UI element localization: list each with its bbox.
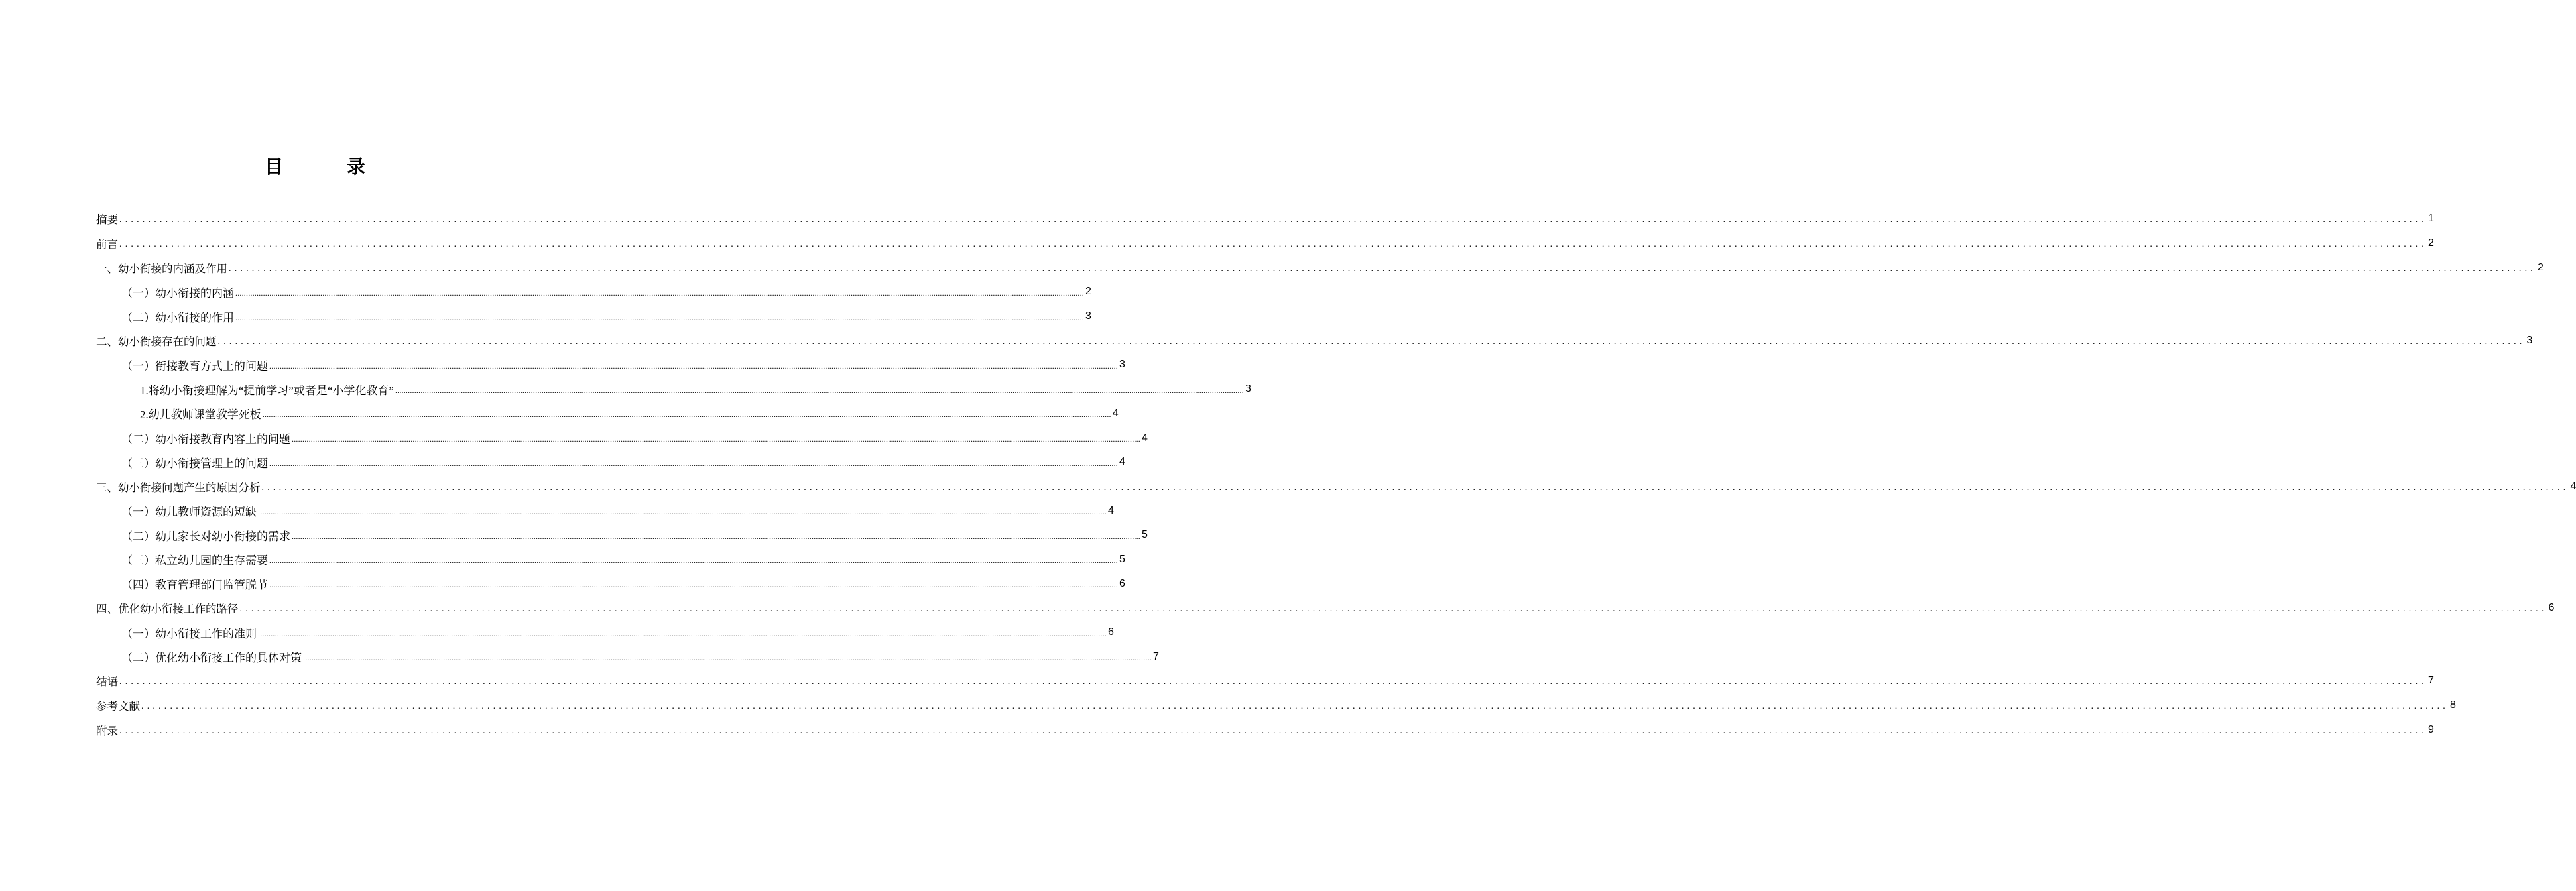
toc-entry-label: 一、幼小衔接的内涵及作用 [96,262,227,275]
toc-entry[interactable] [96,426,1148,450]
dot-leader: ................................................................................................................................................................................................................................................................................................................................................................................................................ [269,556,1118,565]
toc-entry-page-number: 2 [1085,286,1091,298]
toc-entry-label: （三）幼小衔接管理上的问题 [121,457,268,470]
toc-entry-page-number: 3 [1245,383,1251,395]
toc-entry-page-number: 6 [1108,626,1114,638]
toc-entry-label: （四）教育管理部门监管脱节 [121,579,268,592]
toc-entry[interactable] [96,255,2544,280]
toc-entry-page-number: 6 [2548,602,2555,614]
toc-entry-page-number: 4 [1112,407,1119,419]
toc-entry-page-number: 3 [2526,334,2533,346]
dot-leader: ................................................................................................................................................................................................................................................................................................................................................................................................................ [119,215,2427,225]
toc-entry-label: 前言 [96,238,118,251]
toc-entry[interactable] [96,231,2434,256]
toc-entry[interactable] [96,596,2555,621]
toc-entry-label: 结语 [96,676,118,689]
toc-entry-label: 参考文献 [96,700,140,713]
toc-entry[interactable] [96,693,2456,718]
toc-entry-label: 2.幼儿教师课堂教学死板 [140,408,261,422]
toc-entry-label: 三、幼小衔接问题产生的原因分析 [96,481,261,494]
toc-entry-page-number: 7 [1153,650,1159,662]
toc-entry-label: （二）幼儿家长对幼小衔接的需求 [121,530,290,543]
toc-entry-label: 二、幼小衔接存在的问题 [96,335,217,348]
toc-entry[interactable] [96,475,2576,499]
toc-entry-label: （一）幼小衔接工作的准则 [121,627,257,640]
toc-entry-page-number: 7 [2428,675,2434,687]
toc-entry-label: 1.将幼小衔接理解为“提前学习”或者是“小学化教育” [140,384,394,397]
toc-entry[interactable] [96,644,1159,669]
toc-entry-label: 四、优化幼小衔接工作的路径 [96,603,239,616]
dot-leader: ................................................................................................................................................................................................................................................................................................................................................................................................................ [292,531,1140,541]
toc-entry-label: （一）幼儿教师资源的短缺 [121,506,257,519]
dot-leader: ................................................................................................................................................................................................................................................................................................................................................................................................................ [261,482,2569,493]
toc-entry-page-number: 3 [1085,310,1091,322]
dot-leader: ................................................................................................................................................................................................................................................................................................................................................................................................................ [269,580,1118,590]
toc-entry-page-number: 4 [1142,432,1148,444]
toc-entry[interactable] [96,548,1125,572]
toc-entry[interactable] [96,377,1251,402]
toc-entry[interactable] [96,499,1114,523]
toc-entry[interactable] [96,328,2533,353]
toc-entry-label: （二）幼小衔接教育内容上的问题 [121,433,290,446]
dot-leader: ................................................................................................................................................................................................................................................................................................................................................................................................................ [262,410,1111,420]
toc-entry-label: （一）衔接教育方式上的问题 [121,359,268,373]
toc-entry[interactable] [96,571,1125,596]
dot-leader: ................................................................................................................................................................................................................................................................................................................................................................................................................ [141,701,2449,712]
toc-entry-label: （三）私立幼儿园的生存需要 [121,554,268,567]
dot-leader: ................................................................................................................................................................................................................................................................................................................................................................................................................ [217,336,2526,347]
page-title: 目 录 [264,156,388,178]
toc-entry-page-number: 4 [1108,505,1114,516]
toc-entry-page-number: 1 [2428,213,2434,225]
toc-entry-page-number: 4 [2570,480,2576,492]
toc-entry-page-number: 2 [2428,237,2434,249]
toc-entry[interactable] [96,621,1114,645]
toc-entry[interactable] [96,304,1091,329]
dot-leader: ................................................................................................................................................................................................................................................................................................................................................................................................................ [269,361,1118,371]
toc-entry-label: 摘要 [96,213,118,227]
dot-leader: ................................................................................................................................................................................................................................................................................................................................................................................................................ [239,604,2547,615]
dot-leader: ................................................................................................................................................................................................................................................................................................................................................................................................................ [119,677,2427,687]
dot-leader: ................................................................................................................................................................................................................................................................................................................................................................................................................ [258,628,1107,638]
toc-entry[interactable] [96,402,1119,426]
dot-leader: ................................................................................................................................................................................................................................................................................................................................................................................................................ [258,507,1107,517]
toc-entry-page-number: 5 [1142,529,1148,541]
toc-entry[interactable] [96,523,1148,548]
toc-entry-label: 附录 [96,724,118,737]
toc-entry-label: （二）幼小衔接的作用 [121,311,234,324]
dot-leader: ................................................................................................................................................................................................................................................................................................................................................................................................................ [119,725,2427,736]
dot-leader: ................................................................................................................................................................................................................................................................................................................................................................................................................ [229,263,2536,274]
toc-entry-page-number: 9 [2428,723,2434,735]
toc-entry-page-number: 8 [2450,699,2456,711]
toc-entry[interactable] [96,207,2434,231]
toc-entry[interactable] [96,280,1091,304]
toc-entry-page-number: 5 [1119,553,1125,565]
dot-leader: ................................................................................................................................................................................................................................................................................................................................................................................................................ [395,385,1244,395]
toc-entry[interactable] [96,717,2434,742]
dot-leader: ................................................................................................................................................................................................................................................................................................................................................................................................................ [235,312,1084,322]
dot-leader: ................................................................................................................................................................................................................................................................................................................................................................................................................ [235,288,1084,298]
toc-entry-label: （一）幼小衔接的内涵 [121,286,234,300]
toc-entry-page-number: 4 [1119,456,1125,468]
toc-entry[interactable] [96,669,2434,693]
toc-entry-label: （二）优化幼小衔接工作的具体对策 [121,652,302,665]
dot-leader: ................................................................................................................................................................................................................................................................................................................................................................................................................ [269,458,1118,468]
table-of-contents [96,207,2576,742]
dot-leader: ................................................................................................................................................................................................................................................................................................................................................................................................................ [119,239,2427,250]
toc-entry-page-number: 3 [1119,359,1125,371]
toc-entry[interactable] [96,450,1125,475]
dot-leader: ................................................................................................................................................................................................................................................................................................................................................................................................................ [292,434,1140,444]
dot-leader: ................................................................................................................................................................................................................................................................................................................................................................................................................ [303,653,1152,663]
toc-entry-page-number: 2 [2538,261,2544,273]
toc-entry[interactable] [96,353,1125,377]
toc-entry-page-number: 6 [1119,577,1125,589]
